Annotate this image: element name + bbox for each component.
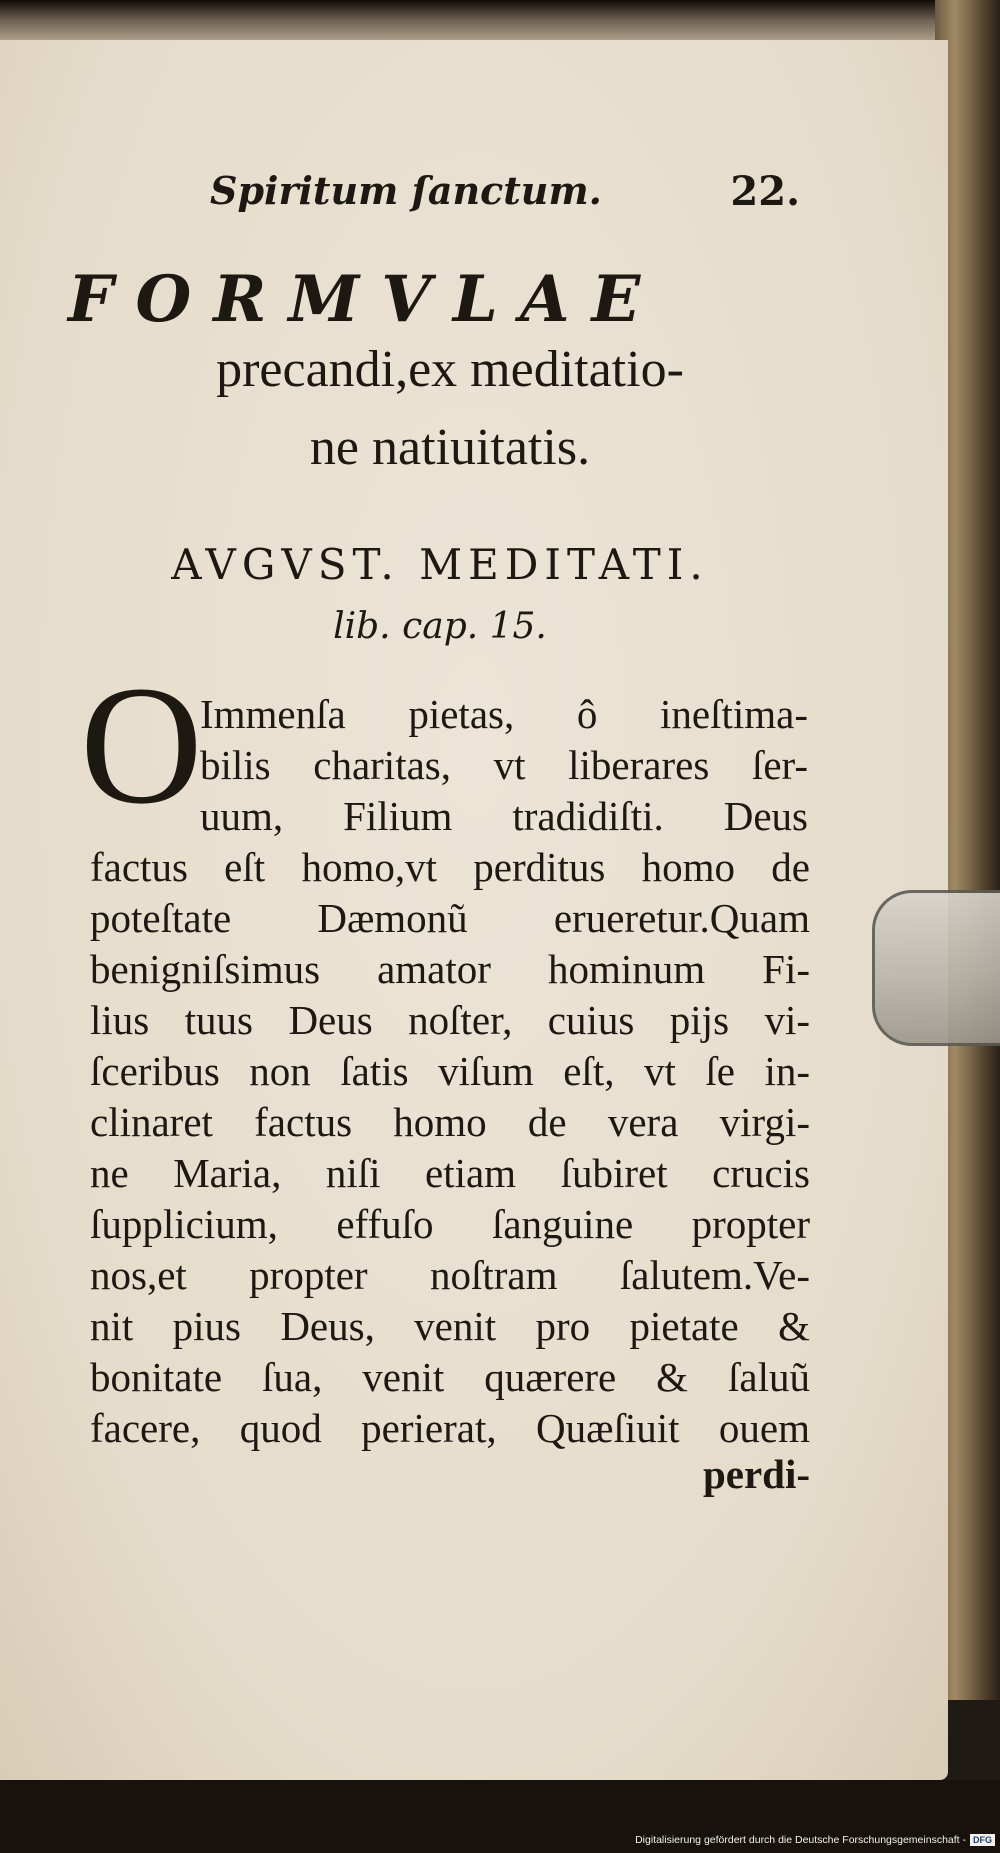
- text-line: poteſtate Dæmonũ erueretur.Quam: [90, 895, 810, 941]
- source-reference: lib. cap. 15.: [333, 606, 547, 647]
- text-line: facere, quod perierat, Quæſiuit ouem: [90, 1405, 810, 1451]
- text-line: ne Maria, niſi etiam ſubiret crucis: [90, 1150, 810, 1196]
- running-title: Spiritum ſanctum.: [210, 168, 602, 213]
- digitization-credit: [600, 1834, 995, 1850]
- text-line: nit pius Deus, venit pro pietate &: [90, 1303, 810, 1349]
- text-line: factus eſt homo,vt perditus homo de: [90, 844, 810, 890]
- drop-capital: O: [80, 651, 203, 839]
- credit-text: Digitalisierung gefördert durch die Deutsche Forschungsgemeinschaft -: [635, 1834, 966, 1846]
- dfg-logo: DFG: [970, 1834, 995, 1846]
- text-line: uum, Filium tradidiſti. Deus: [200, 793, 808, 839]
- catchword: perdi-: [702, 1451, 810, 1497]
- source-attribution: AVGVST. MEDITATI.: [171, 540, 709, 589]
- text-line: benigniſsimus amator hominum Fi-: [90, 946, 810, 992]
- subheading-line: ne natiuitatis.: [309, 419, 591, 476]
- text-line: nos,et propter noſtram ſalutem.Ve-: [90, 1252, 810, 1298]
- text-line: lius tuus Deus noſter, cuius pijs vi-: [90, 997, 810, 1043]
- text-line: bilis charitas, vt liberares ſer-: [200, 742, 808, 788]
- text-line: bonitate ſua, venit quærere & ſaluũ: [90, 1354, 810, 1400]
- text-line: ſceribus non ſatis viſum eſt, vt ſe in-: [90, 1048, 810, 1094]
- text-line: clinaret factus homo de vera virgi-: [90, 1099, 810, 1145]
- subheading-line: precandi,ex meditatio-: [216, 341, 684, 398]
- page-number: 22.: [730, 168, 800, 215]
- text-line: ſupplicium, effuſo ſanguine propter: [90, 1201, 810, 1247]
- text-line: Immenſa pietas, ô ineſtima-: [200, 691, 808, 737]
- section-heading: FORMVLAE: [68, 262, 663, 337]
- running-head: [210, 168, 800, 228]
